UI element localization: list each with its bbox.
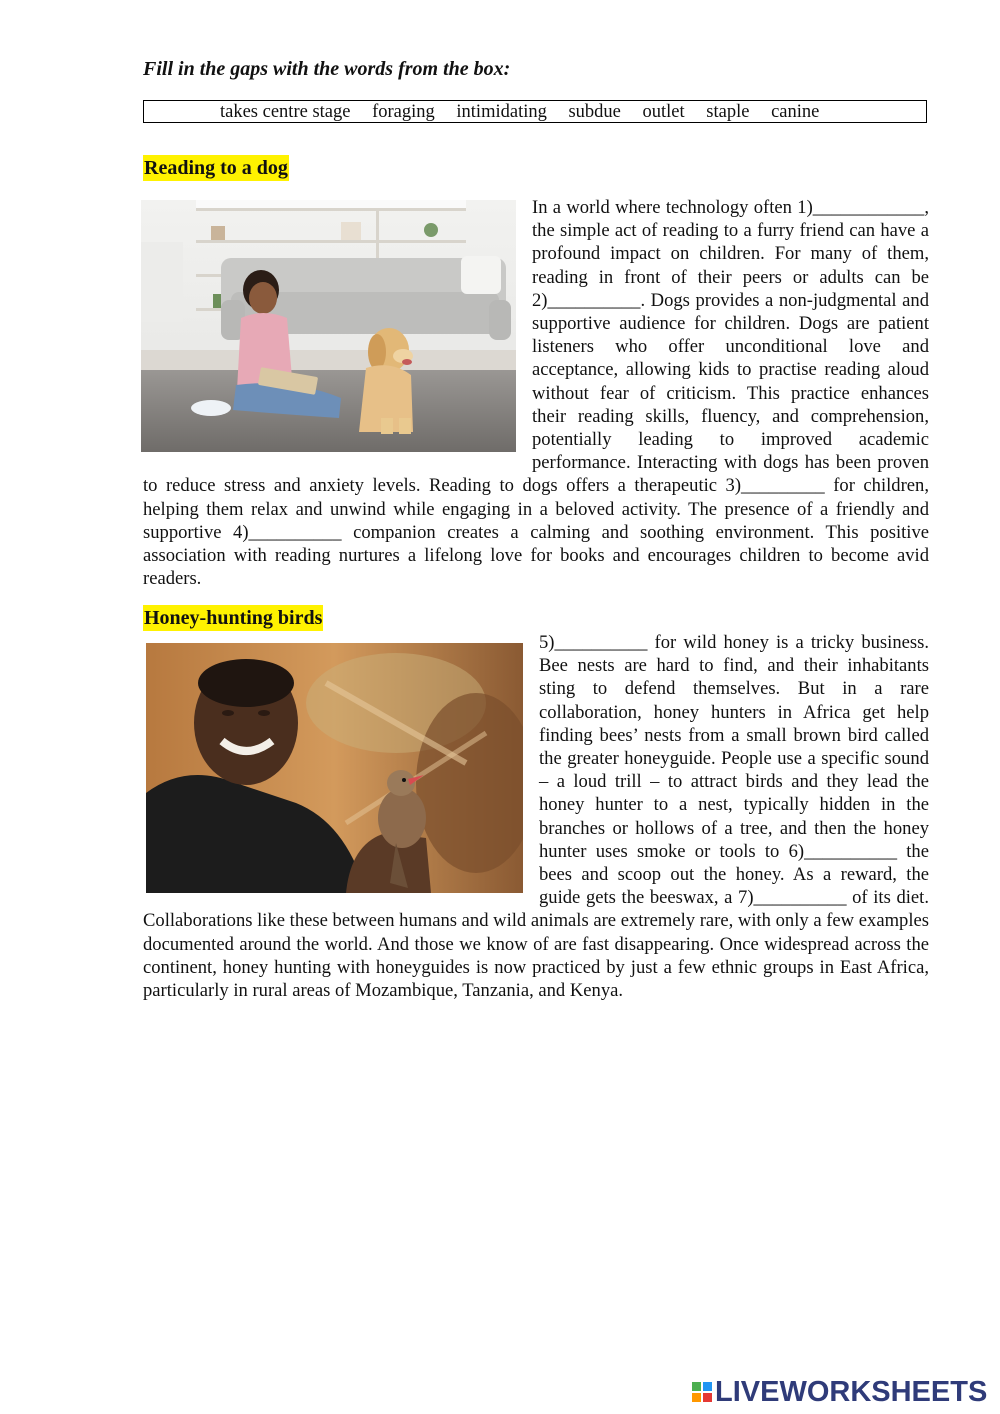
word-box-item: takes centre stage [220, 102, 351, 122]
article-text-honey-birds: 5)__________ for wild honey is a tricky business. Bee nests are hard to find, and their inhabitants sting to defend themselves. But in a rare collaboration, honey hunters in Africa get help finding bees’ nests from a small brown bird called the greater honeyguide. People use a specific sound – a loud trill – to attract birds and they lead the honey hunter to a nest, typically hidden in the branches or hollows of a tree, and then the honey hunter uses smoke or tools to 6)__________ the bees and scoop out the honey. As a reward, the guide gets the beeswax, a 7)__________ of its diet. Collaborations like these between humans and wild animals are extremely rare, with only a few examples documented around the world. And those we know of are fast disappearing. Once widespread across the continent, honey hunting with honeyguides is now practiced by just a few ethnic groups in East Africa, particularly in rural areas of Mozambique, Tanzania, and Kenya. [143, 632, 929, 1002]
instruction: Fill in the gaps with the words from the box: [143, 58, 511, 80]
logo-square [692, 1382, 701, 1391]
logo-square [703, 1393, 712, 1402]
word-box-item: subdue [568, 102, 621, 122]
section-heading-honey-birds: Honey-hunting birds [144, 607, 323, 629]
logo-text: LIVEWORKSHEETS [715, 1375, 988, 1408]
logo-square [703, 1382, 712, 1391]
liveworksheets-logo [692, 1374, 987, 1410]
logo-grid-icon [692, 1382, 712, 1402]
word-box-item: foraging [372, 102, 435, 122]
section-heading-reading-dog: Reading to a dog [144, 157, 288, 179]
word-box [143, 100, 927, 123]
photo-girl-reading-to-dog [141, 200, 516, 452]
word-box-item: canine [771, 102, 820, 122]
article-text-reading-dog: In a world where technology often 1)____________, the simple act of reading to a furry friend can have a profound impact on children. For many of them, reading in front of their peers or adults can be 2)__________. Dogs provides a non-judgmental and supportive audience for children. Dogs are patient listeners who offer unconditional love and acceptance, allowing kids to practise reading aloud without fear of criticism. This practice enhances their reading skills, fluency, and comprehension, potentially leading to improved academic performance. Interacting with dogs has been proven to reduce stress and anxiety levels. Reading to dogs offers a therapeutic 3)_________ for children, helping them relax and unwind while engaging in a beloved activity. The presence of a friendly and supportive 4)__________ companion creates a calming and soothing environment. This positive association with reading nurtures a lifelong love for books and encourages children to become avid readers. [143, 197, 929, 590]
logo-square [692, 1393, 701, 1402]
article-honey-birds [143, 631, 929, 1002]
article-reading-dog [143, 196, 929, 590]
word-box-item: outlet [642, 102, 685, 122]
word-box-item: intimidating [456, 102, 547, 122]
word-box-item: staple [706, 102, 750, 122]
photo-honey-hunter-with-bird [146, 643, 523, 893]
